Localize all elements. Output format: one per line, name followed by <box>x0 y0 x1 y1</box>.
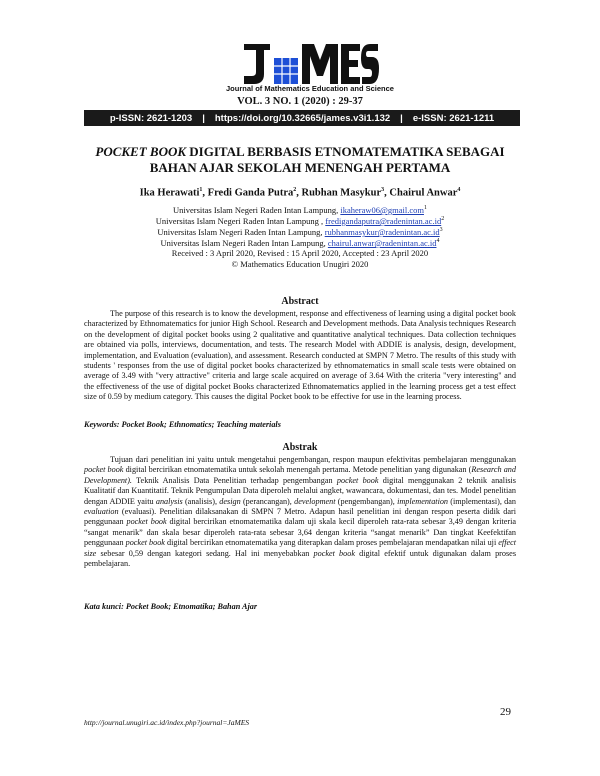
copyright-line: © Mathematics Education Unugiri 2020 <box>231 259 369 269</box>
author-3: Rubhan Masykur <box>301 187 382 199</box>
title-line1: DIGITAL BERBASIS ETNOMATEMATIKA SEBAGAI <box>186 144 505 159</box>
email-link[interactable]: chairul.anwar@radenintan.ac.id <box>327 237 437 248</box>
online-issn: e-ISSN: 2621-1211 <box>412 112 495 124</box>
keywords-line: Keywords: Pocket Book; Ethnomatics; Teaching materials <box>84 420 281 429</box>
abstrak-body: Tujuan dari penelitian ini yaitu untuk mengetahui pengembangan, respon maupun efektivitas pembelajaran menggunakan pocket book digital bercirikan etnomatematika untuk sekolah menengah pertama. Metode penelitian yang digunakan (Research and Development). Teknik Analisis Data Penelitian terhadap pengembangan pocket book digital menggunakan 2 teknik analisis Kualitatif dan Kuantitatif. Teknik Pengumpulan Data diperoleh melalui angket, wawancara, dokumentasi, dan tes. Model penelitian dengan ADDIE yaitu analysis (analisis), design (perancangan), development (pengembangan), implementation (implementasi), dan evaluation (evaluasi). Penelitian dilaksanakan di SMPN 7 Metro. Adapun hasil penelitian ini dengan respon peserta didik dari penggunaan pocket book digital bercirikan etnomatematika dalam uji skala kecil diperoleh rata-rata sebesar 3,49 dengan kriteria “sangat menarik” dan skala besar diperoleh rata-rata sebesar 3,64 dengan kriteria “sangat menarik” Dan tingkat Keefektifan penggunaan pocket book digital bercirikan etnomatematika yang diterapkan dalam proses pembelajaran mendapatkan nilai uji effect size sebesar 0,59 dengan kategori sedang. Hal ini menyebabkan pocket book digital efektif untuk digunakan dalam proses pembelajaran. <box>84 455 517 569</box>
email-link[interactable]: ikaheraw06@gmail.com <box>340 204 424 215</box>
affiliation-2: Universitas Islam Negeri Raden Intan Lampung , $fredigandaputra@radenintan.ac.id^2$ <box>155 215 445 226</box>
email-link[interactable]: rubhanmasykur@radenintan.ac.id <box>324 226 440 237</box>
doi-link[interactable]: https://doi.org/10.32665/james.v3i1.132 <box>214 112 391 124</box>
abstract-heading: Abstract <box>281 296 319 307</box>
dates-line: Received : 3 April 2020, Revised : 15 April 2020, Accepted : 23 April 2020 <box>171 248 429 258</box>
kata-kunci-line: Kata kunci: Pocket Book; Etnomatika; Bahan Ajar <box>84 602 258 611</box>
author-4: Chairul Anwar <box>389 187 458 199</box>
affiliation-4: Universitas Islam Negeri Raden Intan Lampung, $chairul.anwar@radenintan.ac.id^4$ <box>160 237 440 248</box>
author-1: Ika Herawati <box>139 187 200 199</box>
abstract-body: The purpose of this research is to know the development, response and effectiveness of learning using a digital pocket book characterized by Ethnomatematics for junior High School. Research and Development methods. Data Analysis techniques Research on the development of digital pocket books using 2 qualitative and quantitative analytical techniques. Data collection techniques are obtained via polls, interviews, documentation, and tests. The research Model with ADDIE is analysis, design, development, implementation, and Evaluation (evaluation), and assessment. Research conducted at SMPN 7 Metro. The results of this study with students ' responses from the use of digital pocket books characterized by ethnomatematics in small scale tests were obtained on average of 3.49 with "very attractive" criteria and large scale acquired on average of 3.64 With the criteria "very interesting" and the effectiveness of the use of digital pocket Books characterized Ethnomatematics applied in the learning process get a test effect size of 0.59 by medium category. This causes the digital Pocket book to be effective for use in the learning process. <box>84 309 516 402</box>
page-number: 29 <box>500 706 511 718</box>
journal-subtitle: Journal of Mathematics Education and Science <box>226 84 394 93</box>
title-line2: BAHAN AJAR SEKOLAH MENENGAH PERTAMA <box>149 160 451 175</box>
title-italic: POCKET BOOK <box>95 144 187 159</box>
abstrak-heading: Abstrak <box>282 442 318 453</box>
issn-doi-bar: p-ISSN: 2621-1203 | https://doi.org/10.32665/james.v3i1.132 | e-ISSN: 2621-1211 <box>84 110 520 126</box>
email-link[interactable]: fredigandaputra@radenintan.ac.id <box>325 215 442 226</box>
paper-title <box>80 144 520 176</box>
journal-url[interactable]: http://journal.unugiri.ac.id/index.php?journal=JaMES <box>84 718 250 727</box>
author-2: Fredi Ganda Putra <box>207 187 294 199</box>
print-issn: p-ISSN: 2621-1203 <box>109 112 193 124</box>
author-list: Ika Herawati$^1$, Fredi Ganda Putra$^2$, Rubhan Masykur$^3$, Chairul Anwar$^4$ <box>139 187 461 199</box>
affiliation-3: Universitas Islam Negeri Raden Intan Lampung, $rubhanmasykur@radenintan.ac.id^3$ <box>157 226 443 237</box>
affiliation-1: Universitas Islam Negeri Raden Intan Lampung, ikaheraw06@gmail.com$^1$ <box>173 204 427 215</box>
volume-info: VOL. 3 NO. 1 (2020) : 29-37 <box>237 96 363 107</box>
